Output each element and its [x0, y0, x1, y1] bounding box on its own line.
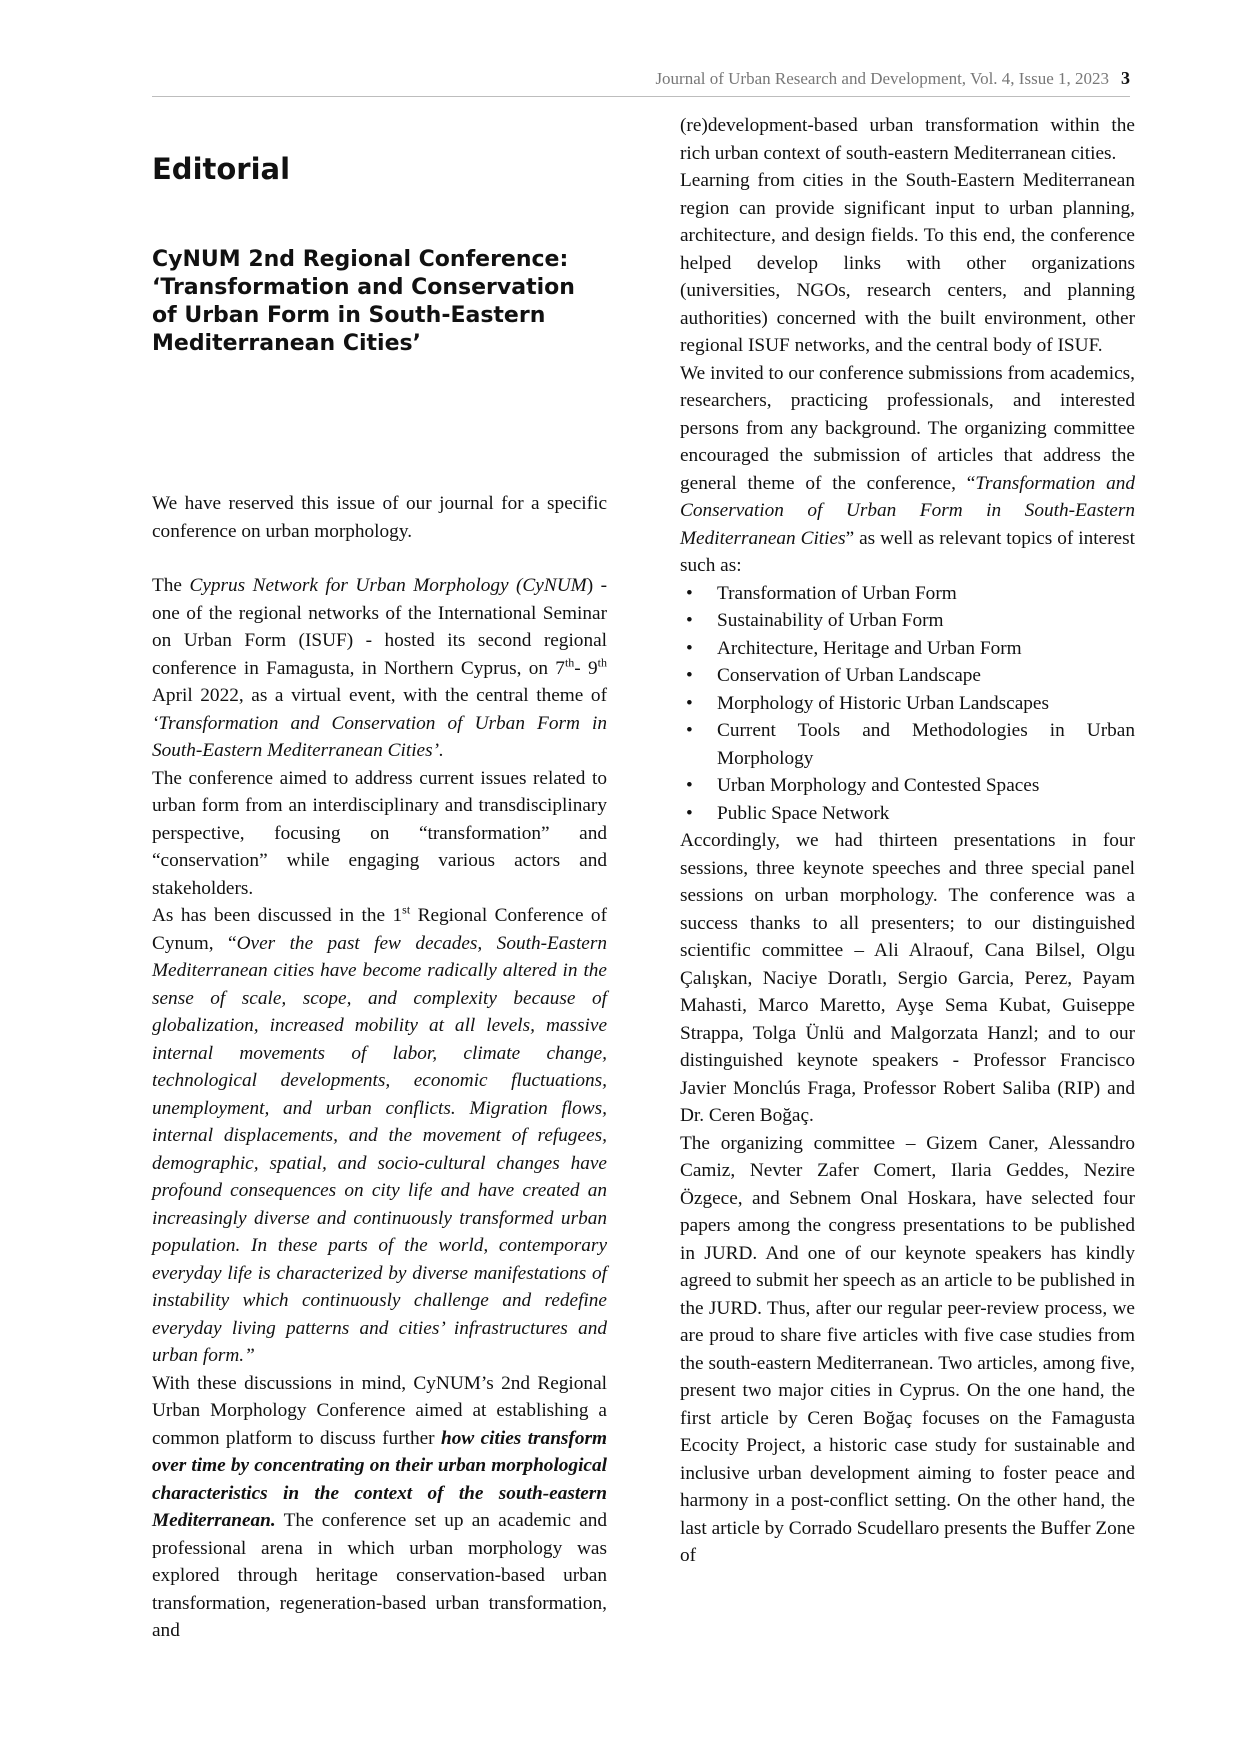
running-header	[152, 68, 1130, 97]
presentations-paragraph: Accordingly, we had thirteen presentations in four sessions, three keynote speeches and three special panel sessions on urban morphology. The conference was a success thanks to all presenters; to our distinguished scientific committee – Ali Alraouf, Cana Bilsel, Olgu Çalışkan, Naciye Doratlı, Sergio Garcia, Perez, Payam Mahasti, Marco Maretto, Ayşe Sema Kubat, Guiseppe Strappa, Tolga Ünlü and Malgorzata Hanzl; and to our distinguished keynote speakers - Professor Francisco Javier Monclús Fraga, Professor Robert Saliba (RIP) and Dr. Ceren Boğaç.	[680, 830, 1135, 1126]
left-column	[152, 112, 607, 1645]
list-item: • Conservation of Urban Landscape	[680, 662, 1135, 690]
intro-paragraph: We have reserved this issue of our journal for a specific conference on urban morphology.	[152, 493, 607, 542]
learning-paragraph: Learning from cities in the South-Eastern Mediterranean region can provide significant input to urban planning, architecture, and design fields. To this end, the conference helped develop links with other organizations (universities, NGOs, research centers, and planning authorities) concerned with the built environment, other regional ISUF networks, and the central body of ISUF.	[680, 170, 1135, 356]
journal-citation: Journal of Urban Research and Development, Vol. 4, Issue 1, 2023	[655, 69, 1109, 88]
list-item: • Urban Morphology and Contested Spaces	[680, 772, 1135, 800]
cynum-paragraph: The Cyprus Network for Urban Morphology (CyNUM) - one of the regional networks of the International Seminar on Urban Form (ISUF) - hosted its second regional conference in Famagusta, in Northern Cyprus, on 7th- 9th April 2022, as a virtual event, with the central theme of ‘Transformation and Conservation of Urban Form in South-Eastern Mediterranean Cities’.	[152, 575, 607, 761]
invitation-paragraph: We invited to our conference submissions from academics, researchers, practicing professionals, and interested persons from any background. The organizing committee encouraged the submission of articles that address the general theme of the conference, “Transformation and Conservation of Urban Form in South-Eastern Mediterranean Cities” as well as relevant topics of interest such as:	[680, 362, 1135, 576]
list-item: • Sustainability of Urban Form	[680, 607, 1135, 635]
platform-paragraph: With these discussions in mind, CyNUM’s 2nd Regional Urban Morphology Conference aimed at establishing a common platform to discuss further how cities transform over time by concentrating on their urban morphological characteristics in the context of the south-eastern Mediterranean. The conference set up an academic and professional arena in which urban morphology was explored through heritage conservation-based urban transformation, regeneration-based urban transformation, and	[152, 1372, 607, 1641]
article-title: CyNUM 2nd Regional Conference: ‘Transformation and Conservation of Urban Form in South-Eastern Mediterranean Cities’	[152, 247, 575, 356]
quote-paragraph: As has been discussed in the 1st Regional Conference of Cynum, “Over the past few decades, South-Eastern Mediterranean cities have become radically altered in the sense of scale, scope, and complexity because of globalization, increased mobility at all levels, massive internal movements of labor, climate change, technological developments, economic fluctuations, unemployment, and urban conflicts. Migration flows, internal displacements, and the movement of refugees, demographic, spatial, and socio-cultural changes have profound consequences on city life and have created an increasingly diverse and continuously transformed urban population. In these parts of the world, contemporary everyday life is characterized by diverse manifestations of instability which continuously challenge and redefine everyday living patterns and cities’ infrastructures and urban form.”	[152, 902, 607, 1366]
list-item: • Morphology of Historic Urban Landscapes	[680, 690, 1135, 718]
page-number: 3	[1121, 68, 1130, 88]
topics-list	[680, 580, 1135, 828]
right-column	[680, 112, 1135, 1570]
list-item: • Transformation of Urban Form	[680, 580, 1135, 608]
list-item: • Public Space Network	[680, 800, 1135, 828]
list-item: • Current Tools and Methodologies in Urban Morphology	[680, 717, 1135, 772]
section-title: Editorial	[152, 152, 291, 186]
aim-paragraph: The conference aimed to address current issues related to urban form from an interdisciplinary and transdisciplinary perspective, focusing on “transformation” and “conservation” while engaging various actors and stakeholders.	[152, 767, 607, 899]
list-item: • Architecture, Heritage and Urban Form	[680, 635, 1135, 663]
continuation-paragraph: (re)development-based urban transformation within the rich urban context of south-eastern Mediterranean cities.	[680, 115, 1135, 164]
committee-paragraph: The organizing committee – Gizem Caner, Alessandro Camiz, Nevter Zafer Comert, Ilaria Geddes, Nezire Özgece, and Sebnem Onal Hoskara, have selected four papers among the congress presentations to be published in JURD. And one of our keynote speakers has kindly agreed to submit her speech as an article to be published in the JURD. Thus, after our regular peer-review process, we are proud to share five articles with five case studies from the south-eastern Mediterranean. Two articles, among five, present two major cities in Cyprus. On the one hand, the first article by Ceren Boğaç focuses on the Famagusta Ecocity Project, a historic case study for sustainable and inclusive urban development aiming to foster peace and harmony in a post-conflict setting. On the other hand, the last article by Corrado Scudellaro presents the Buffer Zone of	[680, 1132, 1135, 1566]
